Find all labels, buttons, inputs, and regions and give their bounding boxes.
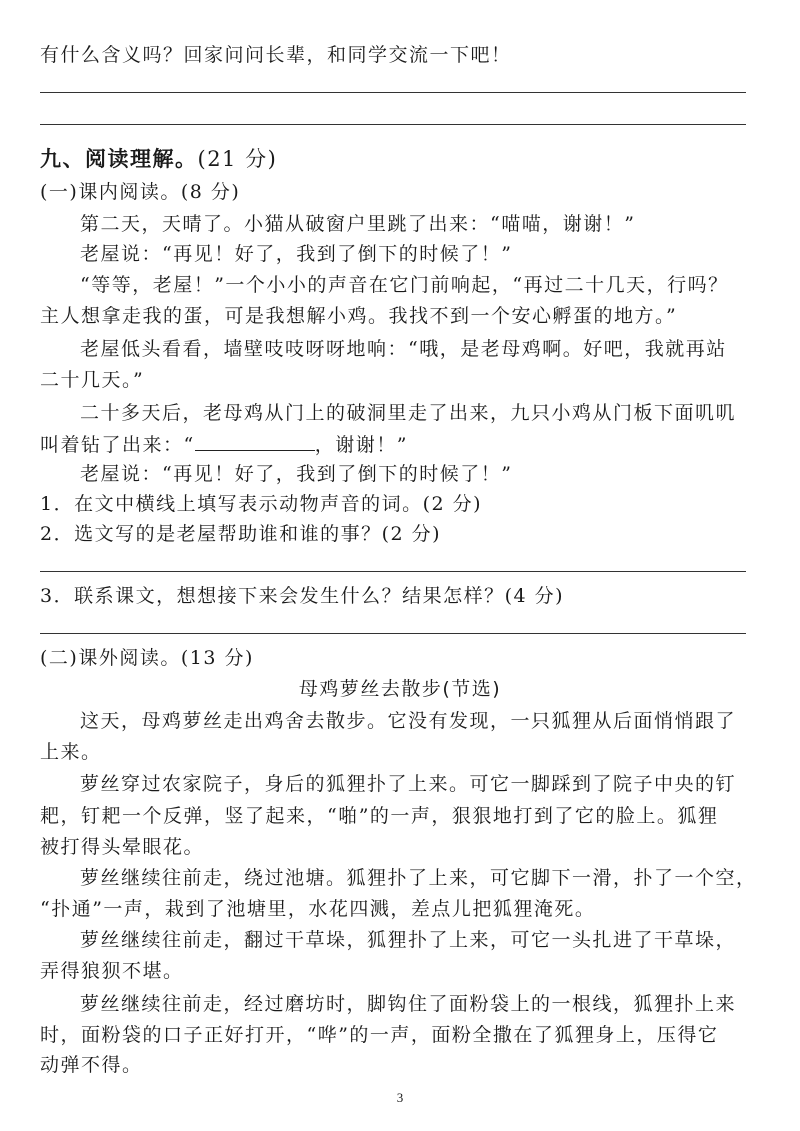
paragraph-line: 时，面粉袋的口子正好打开，“哗”的一声，面粉全撒在了狐狸身上，压得它	[40, 1024, 719, 1046]
paragraph-line: 萝丝继续往前走，绕过池塘。狐狸扑了上来，可它脚下一滑，扑了一个空，	[80, 867, 757, 889]
paragraph-line: 上来。	[40, 741, 102, 763]
answer-line[interactable]	[40, 124, 746, 125]
section-title: 九、阅读理解。	[40, 146, 198, 171]
answer-line[interactable]	[40, 633, 746, 634]
paragraph-line: 老屋低头看看，墙壁吱吱呀呀地响：“哦，是老母鸡啊。好吧，我就再站	[80, 338, 727, 360]
paragraph-line: 耙，钉耙一个反弹，竖了起来，“啪”的一声，狠狠地打到了它的脸上。狐狸	[40, 805, 719, 827]
paragraph-line: 这天，母鸡萝丝走出鸡舍去散步。它没有发现，一只狐狸从后面悄悄跟了	[80, 710, 737, 732]
fill-prefix: 叫着钻了出来：“	[40, 434, 195, 456]
paragraph-line: 萝丝穿过农家院子，身后的狐狸扑了上来。可它一脚踩到了院子中央的钉	[80, 773, 737, 795]
paragraph-line: 老屋说：“再见！好了，我到了倒下的时候了！”	[80, 243, 513, 265]
section-score: (21 分)	[197, 147, 278, 171]
paragraph-line: 二十多天后，老母鸡从门上的破洞里走了出来，九只小鸡从门板下面叽叽	[80, 402, 737, 424]
fill-suffix: ，谢谢！”	[314, 434, 408, 456]
paragraph-line: 被打得头晕眼花。	[40, 836, 205, 858]
answer-line[interactable]	[40, 92, 746, 93]
answer-line[interactable]	[40, 571, 746, 572]
paragraph-line	[40, 432, 408, 457]
paragraph-line: “扑通”一声，栽到了池塘里，水花四溅，差点儿把狐狸淹死。	[40, 898, 596, 920]
paragraph-line: 弄得狼狈不堪。	[40, 960, 184, 982]
paragraph-line: 老屋说：“再见！好了，我到了倒下的时候了！”	[80, 463, 513, 485]
question-2: 2．选文写的是老屋帮助谁和谁的事？(2 分)	[40, 523, 442, 545]
paragraph-line: 主人想拿走我的蛋，可是我想解小鸡。我找不到一个安心孵蛋的地方。”	[40, 305, 678, 327]
part2-title: (二)课外阅读。(13 分)	[40, 647, 254, 669]
paragraph-line: 萝丝继续往前走，经过磨坊时，脚钩住了面粉袋上的一根线，狐狸扑上来	[80, 993, 737, 1015]
paragraph-line: 动弹不得。	[40, 1054, 143, 1076]
section-heading	[40, 147, 277, 171]
fill-in-blank[interactable]	[195, 432, 315, 451]
story-title: 母鸡萝丝去散步(节选)	[298, 678, 502, 700]
page-number: 3	[396, 1090, 404, 1105]
part1-title: (一)课内阅读。(8 分)	[40, 181, 241, 203]
paragraph-line: 第二天，天晴了。小猫从破窗户里跳了出来：“喵喵，谢谢！”	[80, 213, 636, 235]
paragraph-line: “等等，老屋！”一个小小的声音在它门前响起，“再过二十几天，行吗？	[80, 274, 729, 296]
paragraph-line: 萝丝继续往前走，翻过干草垛，狐狸扑了上来，可它一头扎进了干草垛，	[80, 929, 737, 951]
paragraph-line: 二十几天。”	[40, 369, 145, 391]
intro-text: 有什么含义吗？回家问问长辈，和同学交流一下吧！	[40, 44, 512, 66]
question-3: 3．联系课文，想想接下来会发生什么？结果怎样？(4 分)	[40, 585, 565, 607]
question-1: 1．在文中横线上填写表示动物声音的词。(2 分)	[40, 493, 483, 515]
